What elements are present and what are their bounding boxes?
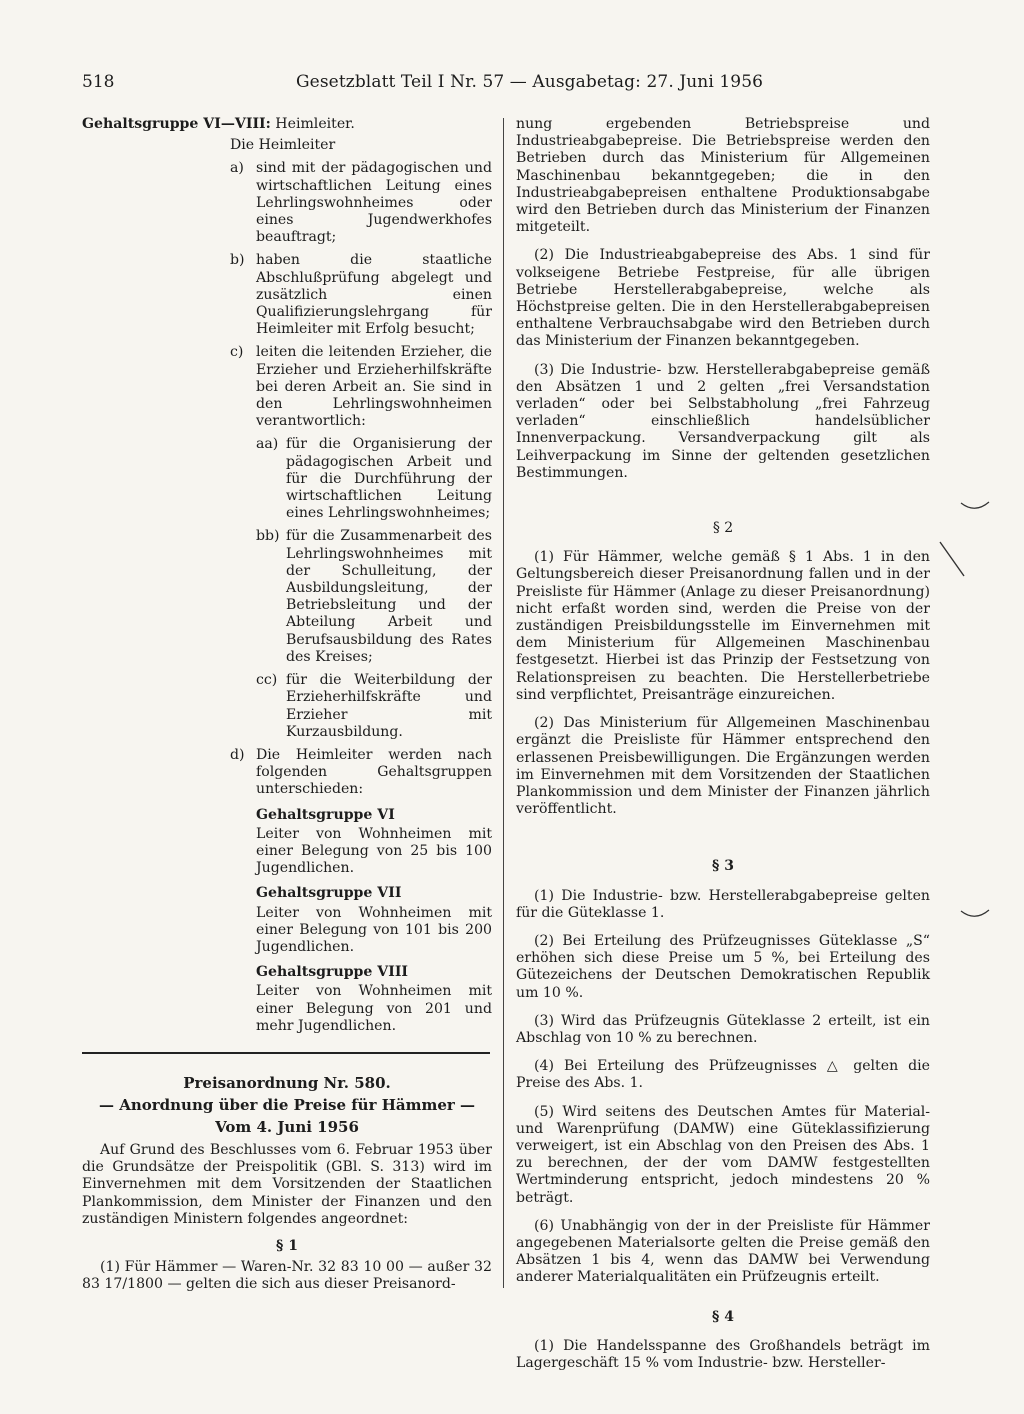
paragraph: (5) Wird seitens des Deutschen Amtes für Material- und Warenprüfung (DAMW) eine Güteklassifizierung verweigert, ist ein Abschlag von den Preisen des Abs. 1 zu berechnen, der der vom DAMW festgestellten Wertminderung entspricht, jedoch mindestens 20 % beträgt. <box>516 1103 930 1206</box>
salary-group-heading: Gehaltsgruppe VI—VIII: Heimleiter. <box>82 116 355 132</box>
ordinance-preamble: Auf Grund des Beschlusses vom 6. Februar 1953 über die Grundsätze der Preispolitik (GBl. S. 313) wird im Einvernehmen mit dem Vorsitzenden der Staatlichen Plankommission, dem Minister der Finanzen und den zuständigen Ministern folgendes angeordnet: <box>82 1142 492 1227</box>
gazette-title: Gesetzblatt Teil I Nr. 57 — Ausgabetag: 27. Juni 1956 <box>296 72 764 92</box>
paragraph: (4) Bei Erteilung des Prüfzeugnisses △ gelten die Preise des Abs. 1. <box>516 1058 930 1092</box>
right-column <box>516 116 930 1372</box>
left-column <box>82 116 492 1035</box>
ordinance-date: Vom 4. Juni 1956 <box>215 1118 359 1136</box>
section-sign: § 3 <box>712 858 734 875</box>
paragraph: (1) Die Industrie- bzw. Herstellerabgabepreise gelten für die Güteklasse 1. <box>516 887 930 921</box>
margin-curve-mark <box>960 908 990 920</box>
paragraph: (6) Unabhängig von der in der Preisliste für Hämmer angegebenen Materialsorte gelten die Preise gemäß den Absätzen 1 bis 4, wenn das DAMW bei Verwendung anderer Materialqualitäten ein Prüfzeugnis erteilt. <box>516 1217 930 1286</box>
list-item: b) haben die staatliche Abschlußprüfung abgelegt und zusätzlich einen Qualifizierungslehrgang für Heimleiter mit Erfolg besucht; <box>230 252 492 338</box>
ordinance-number: Preisanordnung Nr. 580. <box>183 1074 391 1092</box>
salary-grade: Gehaltsgruppe VIII Leiter von Wohnheimen mit einer Belegung von 201 und mehr Jugendlichen. <box>256 964 492 1034</box>
paragraph: (1) Die Handelsspanne des Großhandels beträgt im Lagergeschäft 15 % vom Industrie- bzw. Hersteller- <box>516 1337 930 1371</box>
section-sign: § 1 <box>276 1238 298 1255</box>
salary-grade: Gehaltsgruppe VI Leiter von Wohnheimen mit einer Belegung von 25 bis 100 Jugendlichen. <box>256 806 492 877</box>
list-item: a) sind mit der pädagogischen und wirtschaftlichen Leitung eines Lehrlingswohnheimes oder eines Jugendwerkhofes beauftragt; <box>230 160 492 246</box>
section-sign: § 2 <box>712 520 734 537</box>
paragraph: (3) Wird das Prüfzeugnis Güteklasse 2 erteilt, ist ein Abschlag von 10 % zu berechnen. <box>516 1012 930 1046</box>
intro-line: Die Heimleiter <box>230 137 336 154</box>
sublist-item: bb) für die Zusammenarbeit des Lehrlingswohnheimes mit der Schulleitung, der Ausbildungsleitung, der Betriebsleitung und der Abteilung Arbeit und Berufsausbildung des Rates des Kreises; <box>256 528 492 665</box>
column-divider <box>503 118 504 1288</box>
section-rule <box>82 1052 490 1054</box>
paragraph: (1) Für Hämmer — Waren-Nr. 32 83 10 00 — außer 32 83 17/1800 — gelten die sich aus dieser Preisanord- <box>82 1259 492 1293</box>
margin-slash-mark <box>938 540 966 578</box>
paragraph: (2) Die Industrieabgabepreise des Abs. 1 sind für volkseigene Betriebe Festpreise, für alle übrigen Betriebe Herstellerabgabepreise, welche als Höchstpreise gelten. Die in den Herstellerabgabepreisen enthaltene Verbrauchsabgabe wird den Betrieben durch das Ministerium der Finanzen bekanntgegeben. <box>516 247 930 350</box>
list-item: d) Die Heimleiter werden nach folgenden Gehaltsgruppen unterschieden: <box>230 746 492 798</box>
section-sign: § 4 <box>712 1308 734 1325</box>
paragraph: nung ergebenden Betriebspreise und Industrieabgabepreise. Die Betriebspreise werden den Betrieben durch das Ministerium für Allgemeinen Maschinenbau bekanntgegeben; die in den Industrieabgabepreisen enthaltene Produktionsabgabe wird den Betrieben durch das Ministerium der Finanzen mitgeteilt. <box>516 116 930 236</box>
sublist-item: cc) für die Weiterbildung der Erzieherhilfskräfte und Erzieher mit Kurzausbildung. <box>256 672 492 740</box>
sublist-item: aa) für die Organisierung der pädagogischen Arbeit und für die Durchführung der wirtschaftlichen Leitung eines Lehrlingswohnheimes; <box>256 436 492 522</box>
margin-curve-mark <box>960 500 990 512</box>
duties-list <box>82 160 492 798</box>
ordinance-subject: — Anordnung über die Preise für Hämmer — <box>98 1096 476 1114</box>
salary-grade: Gehaltsgruppe VII Leiter von Wohnheimen mit einer Belegung von 101 bis 200 Jugendlichen. <box>256 885 492 955</box>
price-ordinance <box>82 1072 492 1294</box>
paragraph: (3) Die Industrie- bzw. Herstellerabgabepreise gemäß den Absätzen 1 und 2 gelten „frei Versandstation verladen“ oder bei Selbstabholung „frei Fahrzeug verladen“ einschließlich handelsüblicher Innenverpackung. Versandverpackung gilt als Leihverpackung im Sinne der geltenden gesetzlichen Bestimmungen. <box>516 361 930 481</box>
paragraph: (1) Für Hämmer, welche gemäß § 1 Abs. 1 in den Geltungsbereich dieser Preisanordnung fallen und in der Preisliste für Hämmer (Anlage zu dieser Preisanordnung) nicht erfaßt worden sind, werden die Preise von der zuständigen Preisbildungsstelle im Einvernehmen mit dem Ministerium für Allgemeinen Maschinenbau festgesetzt. Hierbei ist das Prinzip der Festsetzung von Relationspreisen zu beachten. Die Herstellerbetriebe sind verpflichtet, Preisanträge einzureichen. <box>516 549 930 703</box>
list-item: c) leiten die leitenden Erzieher, die Erzieher und Erzieherhilfskräfte bei deren Arbeit an. Sie sind in den Lehrlingswohnheimen verantwortlich: aa) für die Organisierung der pädagogischen Arbeit und für die Durchführung der wirtschaftlichen Leitung eines Lehrlingswohnheimes; bb) für die Zusammenarbeit des Lehrlingswohnheimes mit der Schulleitung, der Ausbildungsleitung, der Betriebsleitung und der Abteilung Arbeit und Berufsausbildung des Rates des Kreises; cc) für die Weiterbildung der Erzieherhilfskräfte und Erzieher mit Kurzausbildung. <box>230 344 492 740</box>
page-number: 518 <box>82 72 115 92</box>
paragraph: (2) Bei Erteilung des Prüfzeugnisses Güteklasse „S“ erhöhen sich diese Preise um 5 %, bei Erteilung des Gütezeichens der Deutschen Demokratischen Republik um 10 %. <box>516 932 930 1001</box>
responsibilities-sublist <box>256 436 492 740</box>
paragraph: (2) Das Ministerium für Allgemeinen Maschinenbau ergänzt die Preisliste für Hämmer entsprechend den erlassenen Preisbewilligungen. Die Ergänzungen werden im Einvernehmen mit dem Vorsitzenden der Staatlichen Plankommission und dem Minister der Finanzen jährlich veröffentlicht. <box>516 715 930 818</box>
